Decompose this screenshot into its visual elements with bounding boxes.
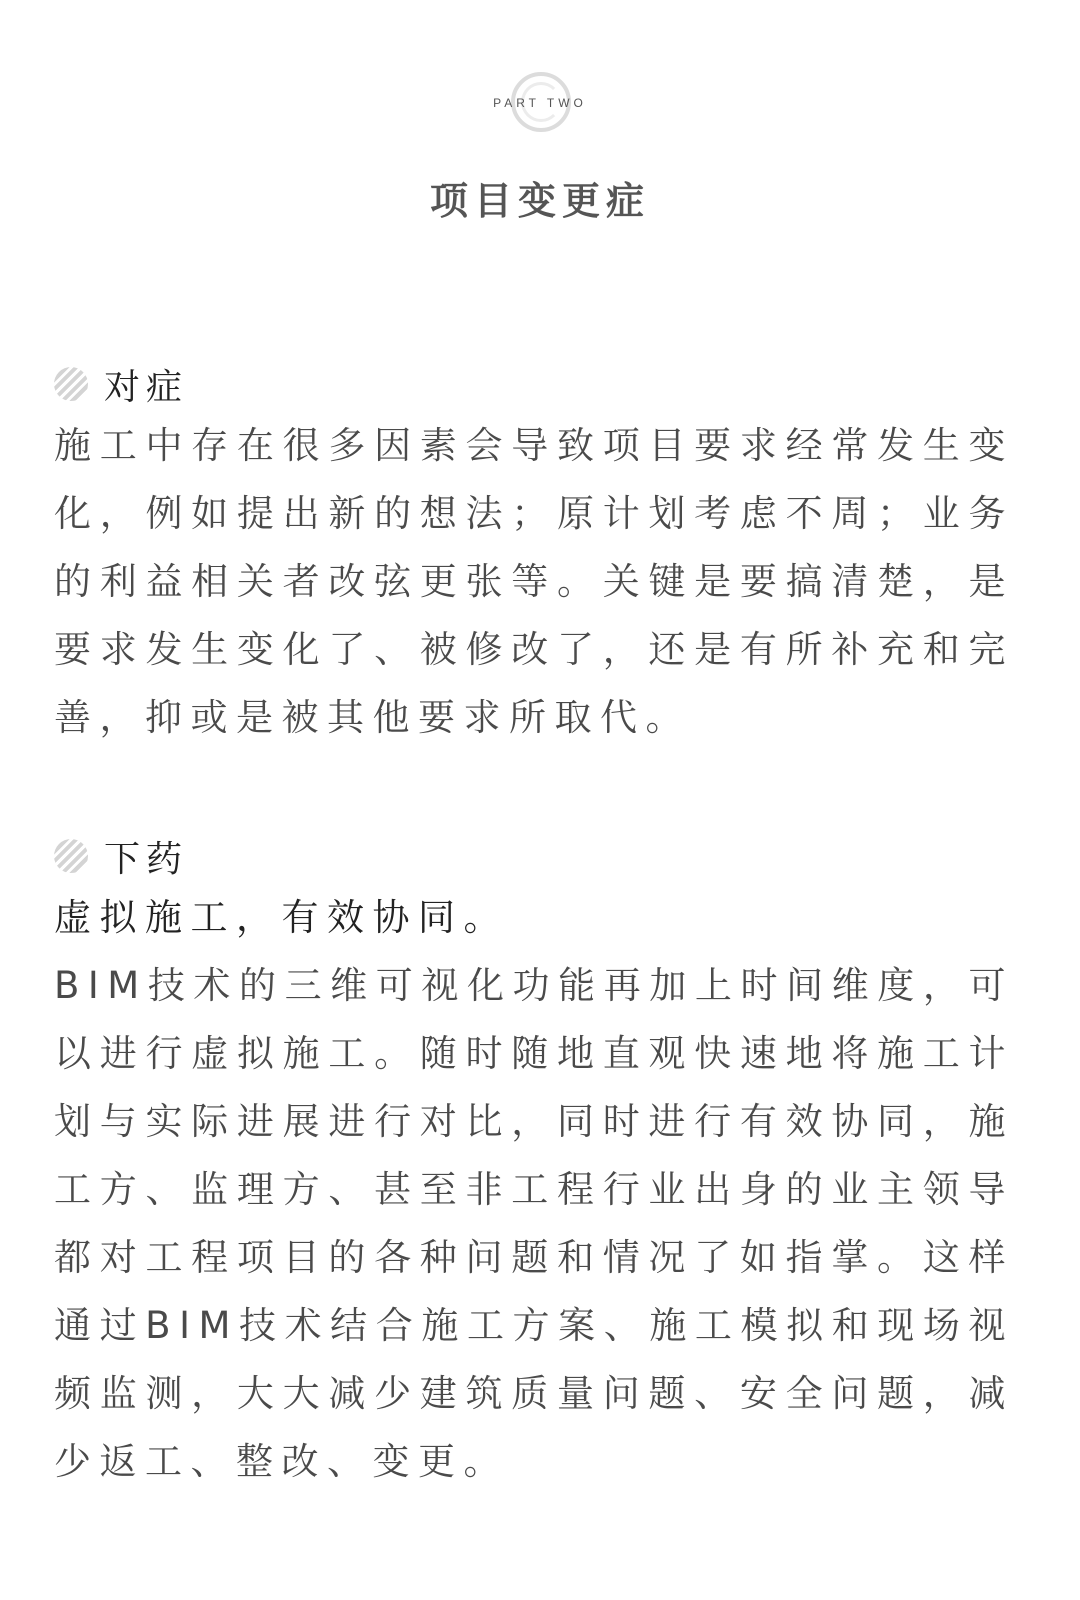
part-label: PART TWO [493,96,587,110]
diagnosis-heading [54,356,1014,412]
remedy-heading [54,828,1014,884]
diagnosis-section [54,356,1014,752]
diagnosis-paragraph: 施工中存在很多因素会导致项目要求经常发生变化，例如提出新的想法；原计划考虑不周；业务的利益相关者改弦更张等。关键是要搞清楚，是要求发生变化了、被修改了，还是有所补充和完善，抑或是被其他要求所取代。 [54,424,1014,739]
remedy-subheading: 虚拟施工，有效协同。 [54,896,509,939]
remedy-section [54,828,1014,1496]
section-title: 项目变更症 [429,179,650,223]
part-badge [0,70,1080,140]
remedy-paragraph: BIM技术的三维可视化功能再加上时间维度，可以进行虚拟施工。随时随地直观快速地将施工计划与实际进展进行对比，同时进行有效协同，施工方、监理方、甚至非工程行业出身的业主领导都对工程项目的各种问题和情况了如指掌。这样通过BIM技术结合施工方案、施工模拟和现场视频监测，大大减少建筑质量问题、安全问题，减少返工、整改、变更。 [54,964,1014,1483]
striped-circle-icon [54,367,88,401]
diagnosis-heading-text: 对症 [104,366,189,408]
striped-circle-icon [54,839,88,873]
remedy-heading-text: 下药 [104,838,189,880]
